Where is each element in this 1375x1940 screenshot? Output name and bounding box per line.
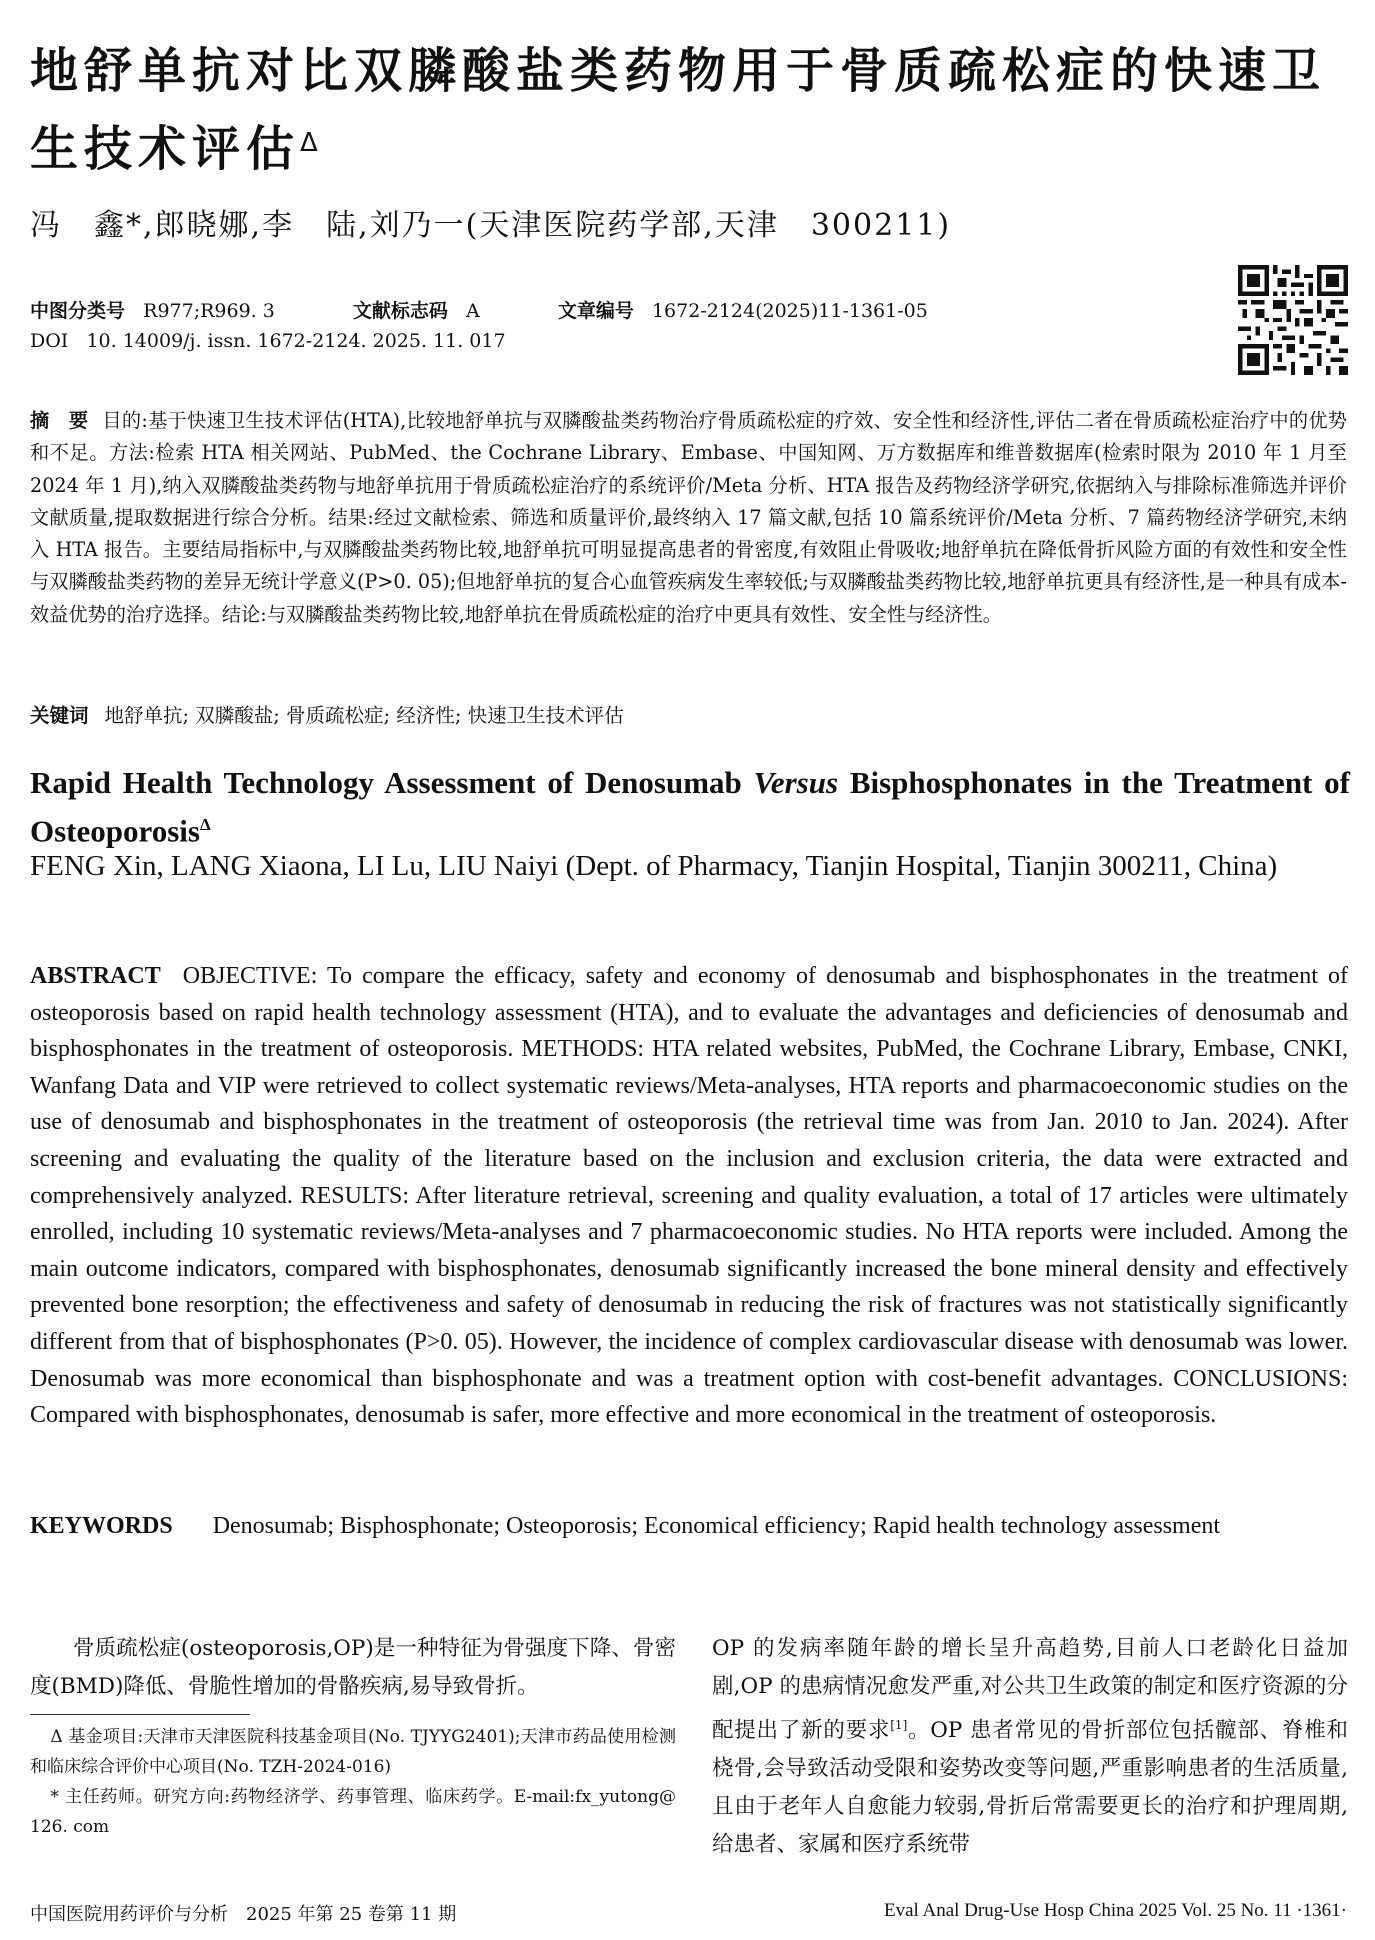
qr-code-icon — [1238, 265, 1348, 375]
article-no-value: 1672-2124(2025)11-1361-05 — [651, 300, 928, 322]
footnotes — [30, 1722, 676, 1842]
english-abstract-text: OBJECTIVE: To compare the efficacy, safety and economy of denosumab and bisphosphonates in the treatment of osteoporosis based on rapid health technology assessment (HTA), and to evaluate the advantages and deficiencies of denosumab and bisphosphonates in the treatment of osteoporosis. METHODS: HTA related websites, PubMed, the Cochrane Library, Embase, CNKI, Wanfang Data and VIP were retrieved to collect systematic reviews/Meta-analyses, HTA reports and pharmacoeconomic studies on the use of denosumab and bisphosphonates in the treatment of osteoporosis (the retrieval time was from Jan. 2010 to Jan. 2024). After screening and evaluating the quality of the literature based on the inclusion and exclusion criteria, the data were extracted and comprehensively analyzed. RESULTS: After literature retrieval, screening and quality evaluation, a total of 17 articles were ultimately enrolled, including 10 systematic reviews/Meta-analyses and 7 pharmacoeconomic studies. No HTA reports were included. Among the main outcome indicators, compared with bisphosphonates, denosumab significantly increased the bone mineral density and effectively prevented bone resorption; the effectiveness and safety of denosumab in reducing the risk of fractures was not statistically significantly different from that of bisphosphonates (P>0. 05). However, the incidence of complex cardiovascular disease with denosumab was lower. Denosumab was more economical than bisphosphonate and was a treatment option with cost-benefit advantages. CONCLUSIONS: Compared with bisphosphonates, denosumab is safer, more effective and more economical in the treatment of osteoporosis. — [30, 963, 1348, 1429]
title-fund-mark: Δ — [300, 128, 324, 158]
doc-code-label: 文献标志码 — [352, 300, 448, 322]
footnote-divider — [30, 1714, 250, 1715]
fund-footnote: Δ 基金项目:天津市天津医院科技基金项目(No. TJYYG2401);天津市药品使用检测和临床综合评价中心项目(No. TZH-2024-016) — [30, 1727, 676, 1777]
footer-journal-cn: 中国医院用药评价与分析 2025 年第 25 卷第 11 期 — [30, 1904, 457, 1925]
english-title-part1: Rapid Health Technology Assessment of Denosumab — [30, 765, 754, 800]
body-left-paragraph: 骨质疏松症(osteoporosis,OP)是一种特征为骨强度下降、骨密度(BMD)降低、骨脆性增加的骨骼疾病,易导致骨折。 — [30, 1636, 676, 1699]
chinese-keywords — [30, 700, 624, 728]
chinese-title-text: 地舒单抗对比双膦酸盐类药物用于骨质疏松症的快速卫生技术评估 — [30, 43, 1327, 177]
body-right-text-1: OP 的发病率随年龄的增长呈升高趋势,目前人口老龄化日益加剧,OP 的患病情况愈发严重,对公共卫生政策的制定和医疗资源的分配提出了新的要求 — [712, 1636, 1348, 1744]
footer-journal-en: Eval Anal Drug-Use Hosp China 2025 Vol. 25 No. 11 ·1361· — [883, 1900, 1347, 1921]
english-keywords-text: Denosumab; Bisphosphonate; Osteoporosis; Economical efficiency; Rapid health technology assessment — [212, 1513, 1221, 1539]
english-abstract — [30, 958, 1348, 1434]
author-footnote: * 主任药师。研究方向:药物经济学、药事管理、临床药学。E-mail:fx_yutong@ 126. com — [30, 1787, 676, 1837]
english-abstract-label: ABSTRACT — [30, 963, 161, 989]
chinese-title — [30, 32, 1350, 188]
clc-label: 中图分类号 — [30, 300, 126, 322]
clc-value: R977;R969. 3 — [143, 300, 275, 322]
english-authors: FENG Xin, LANG Xiaona, LI Lu, LIU Naiyi (Dept. of Pharmacy, Tianjin Hospital, Tianjin 300211, China) — [30, 850, 1278, 882]
reference-mark[interactable]: [1] — [890, 1718, 908, 1732]
chinese-abstract-text: 目的:基于快速卫生技术评估(HTA),比较地舒单抗与双膦酸盐类药物治疗骨质疏松症的疗效、安全性和经济性,评估二者在骨质疏松症治疗中的优势和不足。方法:检索 HTA 相关网站、PubMed、the Cochrane Library、Embase、中国知网、万方数据库和维普数据库(检索时限为 2010 年 1 月至 2024 年 1 月),纳入双膦酸盐类药物与地舒单抗用于骨质疏松症治疗的系统评价/Meta 分析、HTA 报告及药物经济学研究,依据纳入与排除标准筛选并评价文献质量,提取数据进行综合分析。结果:经过文献检索、筛选和质量评价,最终纳入 17 篇文献,包括 10 篇系统评价/Meta 分析、7 篇药物经济学研究,未纳入 HTA 报告。主要结局指标中,与双膦酸盐类药物比较,地舒单抗可明显提高患者的骨密度,有效阻止骨吸收;地舒单抗在降低骨折风险方面的有效性和安全性与双膦酸盐类药物的差异无统计学意义(P>0. 05);但地舒单抗的复合心血管疾病发生率较低;与双膦酸盐类药物比较,地舒单抗更具有经济性,是一种具有成本-效益优势的治疗选择。结论:与双膦酸盐类药物比较,地舒单抗在骨质疏松症的治疗中更具有效性、安全性与经济性。 — [30, 409, 1347, 626]
chinese-authors: 冯 鑫*,郎晓娜,李 陆,刘乃一(天津医院药学部,天津 300211) — [30, 208, 952, 243]
doi-line — [30, 330, 506, 352]
english-title-fund-mark: Δ — [199, 815, 211, 834]
english-title-part2: Bisphosphonates in the Treatment of Osteoporosis — [30, 765, 1350, 849]
article-no-label: 文章编号 — [557, 300, 634, 322]
chinese-abstract — [30, 405, 1347, 631]
english-title — [30, 762, 1350, 852]
chinese-abstract-label: 摘 要 — [30, 409, 89, 432]
doi-value: 10. 14009/j. issn. 1672-2124. 2025. 11. 017 — [86, 330, 506, 352]
doc-code-value: A — [466, 300, 480, 322]
english-keywords — [30, 1508, 1348, 1545]
classification-line — [30, 296, 928, 323]
chinese-keywords-label: 关键词 — [30, 704, 89, 727]
chinese-keywords-text: 地舒单抗; 双膦酸盐; 骨质疏松症; 经济性; 快速卫生技术评估 — [104, 704, 624, 727]
english-keywords-label: KEYWORDS — [30, 1513, 173, 1539]
doi-label: DOI — [30, 330, 69, 352]
body-right-paragraph — [712, 1630, 1348, 1864]
english-title-italic: Versus — [753, 765, 839, 800]
body-right-text-2: 。OP 患者常见的骨折部位包括髋部、脊椎和桡骨,会导致活动受限和姿势改变等问题,严重影响患者的生活质量,且由于老年人自愈能力较弱,骨折后常需要更长的治疗和护理周期,给患者、家属和医疗系统带 — [712, 1718, 1348, 1858]
